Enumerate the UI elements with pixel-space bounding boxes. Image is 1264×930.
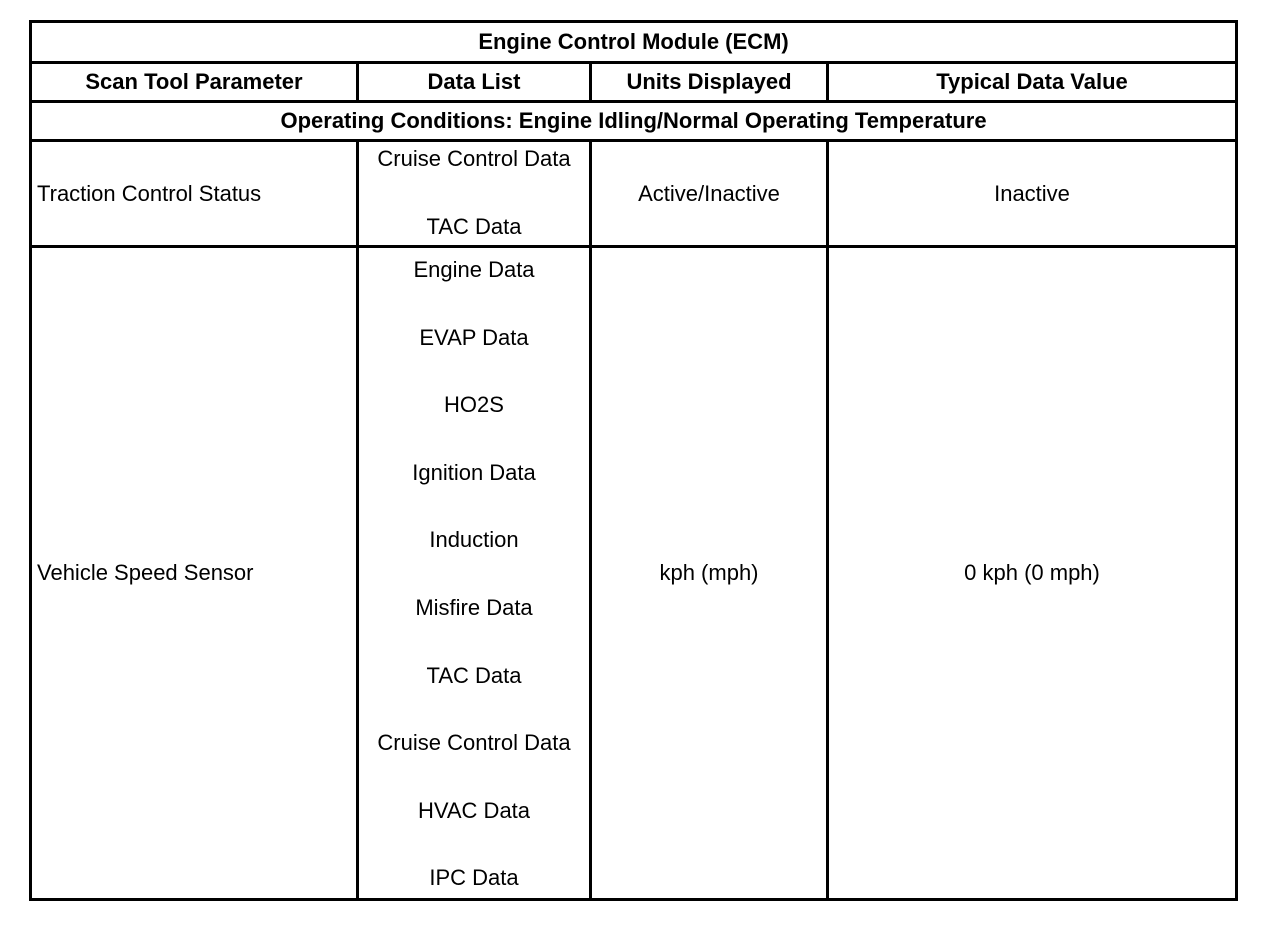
data-list-item: TAC Data <box>426 214 522 239</box>
header-typical-data-value: Typical Data Value <box>828 63 1237 102</box>
data-list-item: TAC Data <box>426 662 522 688</box>
operating-conditions: Operating Conditions: Engine Idling/Normal Operating Temperature <box>31 102 1237 141</box>
parameter-cell: Vehicle Speed Sensor <box>31 247 358 900</box>
data-list-cell <box>358 247 591 900</box>
data-list-item: IPC Data <box>429 865 519 891</box>
table-row <box>31 247 1237 900</box>
operating-conditions-row <box>31 102 1237 141</box>
data-list-item: HO2S <box>444 392 504 418</box>
data-list-item: Ignition Data <box>412 459 536 485</box>
header-units-displayed: Units Displayed <box>591 63 828 102</box>
data-list-item: Engine Data <box>413 257 535 282</box>
units-cell: Active/Inactive <box>591 141 828 247</box>
typical-value-cell: Inactive <box>828 141 1237 247</box>
data-list-spacer <box>359 176 589 210</box>
data-list-item: Cruise Control Data <box>377 146 571 171</box>
table-row <box>31 141 1237 247</box>
header-data-list: Data List <box>358 63 591 102</box>
typical-value-cell: 0 kph (0 mph) <box>828 247 1237 900</box>
data-list-item: HVAC Data <box>417 797 531 823</box>
data-list-item: Induction <box>429 527 519 553</box>
ecm-data-table <box>29 20 1238 901</box>
parameter-cell: Traction Control Status <box>31 141 358 247</box>
column-header-row <box>31 63 1237 102</box>
data-list-item: Cruise Control Data <box>377 730 571 756</box>
table-title: Engine Control Module (ECM) <box>31 22 1237 63</box>
data-list-item: Misfire Data <box>415 594 533 620</box>
header-scan-tool-parameter: Scan Tool Parameter <box>31 63 358 102</box>
units-cell: kph (mph) <box>591 247 828 900</box>
table-title-row <box>31 22 1237 63</box>
data-list-item: EVAP Data <box>419 324 529 350</box>
data-list-cell <box>358 141 591 247</box>
